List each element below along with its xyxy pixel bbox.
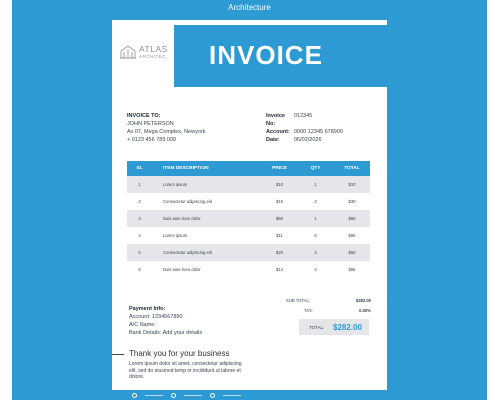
tax-value: 0.00%	[359, 307, 371, 313]
table-row	[127, 261, 370, 278]
meta-value: 012345	[294, 113, 313, 119]
building-icon	[120, 45, 136, 59]
meta-row-invoice-no	[266, 113, 343, 129]
header-total: TOTAL	[344, 166, 360, 171]
payment-account: Account: 1234567890	[129, 313, 183, 320]
cell-description: Consectetur adipiscing elit	[163, 199, 212, 204]
meta-value: 0000 12345 678900	[294, 128, 343, 135]
brand-logo	[120, 45, 168, 59]
cell-price: $11	[276, 233, 283, 238]
meta-key: Date:	[266, 136, 280, 143]
cell-total: $30	[348, 199, 356, 204]
cell-description: Lorem ipsum	[163, 182, 188, 187]
table-row	[127, 176, 370, 193]
tax-row	[286, 305, 371, 315]
subtotal-label: SUB TOTAL:	[286, 297, 310, 303]
client-phone: + 0123 456 789 000	[127, 136, 177, 143]
phone-icon	[132, 393, 137, 398]
cell-description: Duis aute irure dolor	[163, 216, 201, 221]
client-name: JOHN PETERSON	[127, 120, 174, 127]
table-header	[127, 161, 370, 176]
subtotal-row	[286, 295, 371, 305]
invoice-meta	[266, 113, 343, 145]
cell-sl: 5	[138, 250, 141, 255]
header-description: ITEM DESCRIPTION	[163, 166, 209, 171]
thanks-divider	[112, 354, 124, 355]
cell-qty: 6	[314, 233, 317, 238]
cell-total: $60	[348, 250, 356, 255]
cell-price: $14	[276, 267, 283, 272]
header-price: PRICE	[272, 166, 287, 171]
payment-info	[129, 306, 202, 338]
header-sl: SL	[136, 166, 143, 171]
table-row	[127, 227, 370, 244]
payment-bank: Bank Details: Add your details	[129, 329, 203, 336]
cell-price: $20	[276, 250, 283, 255]
cell-sl: 6	[138, 267, 141, 272]
brand-tagline: ARCHITEC	[139, 53, 167, 59]
cell-qty: 1	[314, 216, 317, 221]
footer-contact-email	[184, 395, 202, 396]
footer-contact-phone	[145, 395, 163, 396]
bill-to-label: INVOICE TO:	[127, 113, 161, 119]
cell-price: $10	[276, 182, 283, 187]
subtotal-value: $282.00	[355, 297, 371, 303]
table-row	[127, 244, 370, 261]
meta-value: 06/02/2026	[294, 136, 322, 143]
footer-contact-address	[223, 395, 241, 396]
meta-key: Invoice No:	[266, 113, 285, 127]
cell-qty: 1	[314, 182, 317, 187]
cell-sl: 1	[138, 182, 141, 187]
mail-icon	[171, 393, 176, 398]
cell-total: $60	[348, 216, 356, 221]
table-row	[127, 210, 370, 227]
cell-sl: 3	[138, 216, 141, 221]
invoice-sheet	[112, 20, 387, 400]
meta-row-account	[266, 129, 343, 137]
totals-block	[286, 295, 371, 315]
brand-name: ATLAS	[139, 44, 168, 54]
title-banner	[174, 25, 387, 87]
location-icon	[210, 393, 215, 398]
total-label: TOTAL:	[309, 324, 325, 330]
cell-qty: 2	[314, 199, 317, 204]
invoice-title: INVOICE	[209, 40, 323, 70]
payment-label: Payment Info:	[129, 306, 166, 312]
cell-qty: 4	[314, 267, 317, 272]
cell-sl: 4	[138, 233, 141, 238]
cell-total: $56	[348, 267, 356, 272]
cell-qty: 3	[314, 250, 317, 255]
thank-you-message: Thank you for your business	[129, 349, 230, 358]
cell-total: $10	[348, 182, 356, 187]
closing-text: Lorem ipsum dolor sit amet, consectetur adipiscing elit, sed do eiusmod temp or incididunt ut labore et dolore.	[129, 361, 242, 380]
table-row	[127, 193, 370, 210]
cell-description: Consectetur adipiscing elit	[163, 250, 212, 255]
meta-key: Account:	[266, 128, 290, 135]
cell-price: $15	[276, 199, 283, 204]
header-qty: QTY	[310, 166, 321, 171]
meta-row-date	[266, 137, 343, 145]
tax-label: TAX:	[304, 307, 313, 313]
cell-total: $66	[348, 233, 356, 238]
client-address: Av 07, Mega Complex, Newyork	[127, 128, 206, 135]
footer-bar	[112, 390, 387, 400]
bill-to-block	[127, 113, 205, 145]
cell-description: Duis aute irure dolor	[163, 267, 201, 272]
items-table	[127, 161, 370, 278]
cell-sl: 2	[138, 199, 141, 204]
cell-description: Lorem ipsum	[163, 233, 188, 238]
total-value: $282.00	[333, 322, 362, 332]
payment-name: A/C Name:	[129, 321, 156, 328]
grand-total-box	[299, 319, 369, 335]
page-subtitle: Architecture	[228, 3, 271, 12]
cell-price: $60	[276, 216, 283, 221]
